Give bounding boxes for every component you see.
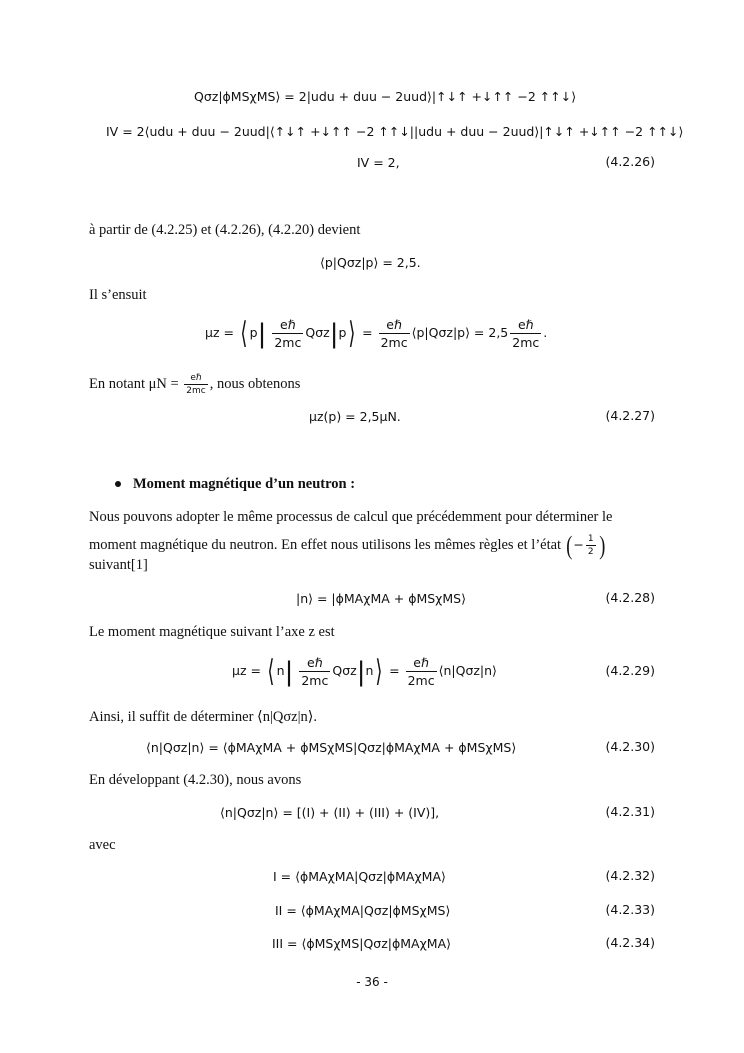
equation-number: (4.2.27)	[605, 408, 655, 423]
equation-number: (4.2.29)	[605, 663, 655, 678]
bullet-icon	[115, 481, 121, 487]
operator-q-sigma: Qσz	[305, 325, 330, 340]
fraction-eh-2mc: $\frac{\text{eℏ}}{2mc}$	[301, 655, 329, 688]
right-paren: )	[598, 530, 605, 560]
equation-number: (4.2.32)	[605, 868, 655, 883]
left-paren: (	[566, 530, 573, 560]
bra-n: n	[276, 663, 285, 678]
equation-mu-z-proton-result: μz(p) = 2,5μN.	[309, 409, 401, 424]
paragraph-text: Nous pouvons adopter le même processus de calcul que précédemment pour déterminer le	[89, 509, 613, 525]
left-angle-bracket: ⟨	[267, 653, 275, 689]
fraction-eh-2mc: $\frac{\text{eℏ}}{2mc}$	[407, 655, 435, 688]
equals-sign: =	[389, 663, 400, 678]
equation-number: (4.2.26)	[605, 154, 655, 169]
paragraph-line: moment magnétique du neutron. En effet nous utilisons les mêmes règles et l’état	[89, 537, 562, 553]
fraction-eh-2mc-small: $\frac{\text{eℏ}}{2mc}$	[186, 373, 206, 397]
period: .	[543, 325, 548, 340]
paragraph-continuation: , nous obtenons	[209, 376, 301, 392]
equation-term-ii: II = ⟨ϕMAχMA|Qσz|ϕMSχMS⟩	[275, 903, 451, 918]
mu-n-definition: En notant μN =	[89, 376, 179, 392]
paragraph-text: Il s’ensuit	[89, 287, 147, 303]
fraction-eh-2mc: $\frac{\text{eℏ}}{2mc}$	[380, 317, 408, 350]
vertical-bar: |	[356, 656, 366, 687]
right-angle-bracket: ⟩	[375, 653, 383, 689]
equation-n-expectation-sum: ⟨n|Qσz|n⟩ = [(I) + (II) + (III) + (IV)],	[220, 805, 440, 820]
equation-term-iii: III = ⟨ϕMSχMS|Qσz|ϕMAχMA⟩	[272, 936, 452, 951]
bra-p: p	[249, 325, 258, 340]
ket-n: n	[365, 663, 374, 678]
equation-number: (4.2.33)	[605, 902, 655, 917]
paragraph-text: Ainsi, il suffit de déterminer ⟨n|Qσz|n⟩.	[89, 709, 318, 725]
fraction-eh-2mc: $\frac{\text{eℏ}}{2mc}$	[274, 317, 302, 350]
fraction-eh-2mc: $\frac{\text{eℏ}}{2mc}$	[512, 317, 540, 350]
page-number: - 36 -	[356, 975, 388, 989]
equation-n-expectation-expansion: ⟨n|Qσz|n⟩ = ⟨ϕMAχMA + ϕMSχMS|Qσz|ϕMAχMA + ϕMSχMS⟩	[146, 740, 517, 755]
section-heading: Moment magnétique d’un neutron :	[133, 476, 356, 492]
equation-number: (4.2.30)	[605, 739, 655, 754]
left-angle-bracket: ⟨	[240, 315, 248, 351]
equation-mu-z-neutron	[232, 651, 497, 695]
paragraph-text: suivant[1]	[89, 557, 148, 573]
bracket-n: ⟨n|Qσz|n⟩	[438, 663, 497, 678]
paragraph-text: à partir de (4.2.25) et (4.2.26), (4.2.20) devient	[89, 222, 361, 238]
equation-term-i: I = ⟨ϕMAχMA|Qσz|ϕMAχMA⟩	[273, 869, 446, 884]
paragraph-text: En développant (4.2.30), nous avons	[89, 772, 302, 788]
vertical-bar: |	[329, 318, 339, 349]
equation-iv-result: IV = 2,	[357, 155, 400, 170]
equation-number: (4.2.31)	[605, 804, 655, 819]
paragraph-text	[89, 370, 300, 398]
minus-sign: −	[573, 537, 584, 552]
paragraph-text	[89, 532, 606, 559]
equation-number: (4.2.34)	[605, 935, 655, 950]
equation-q-sigma-ms: Qσz|ϕMSχMS⟩ = 2|udu + duu − 2uud⟩|↑↓↑ +↓↑↑ −2 ↑↑↓⟩	[194, 89, 577, 104]
paragraph-text: avec	[89, 837, 116, 853]
ket-p: p	[338, 325, 347, 340]
fraction-one-half: $\frac{1}{2}$	[587, 534, 594, 558]
equals-sign: =	[362, 325, 373, 340]
paragraph-text: Le moment magnétique suivant l’axe z est	[89, 624, 335, 640]
equation-iv-expansion: IV = 2⟨udu + duu − 2uud|⟨↑↓↑ +↓↑↑ −2 ↑↑↓||udu + duu − 2uud⟩|↑↓↑ +↓↑↑ −2 ↑↑↓⟩	[106, 124, 684, 139]
bracket-p-value: ⟨p|Qσz|p⟩ = 2,5	[411, 325, 509, 340]
right-angle-bracket: ⟩	[348, 315, 356, 351]
vertical-bar: |	[284, 656, 294, 687]
equation-mu-z-proton	[205, 313, 547, 357]
equation-number: (4.2.28)	[605, 590, 655, 605]
mu-z-label: μz =	[232, 663, 261, 678]
mu-z-label: μz =	[205, 325, 234, 340]
operator-q-sigma: Qσz	[332, 663, 357, 678]
equation-p-expectation: ⟨p|Qσz|p⟩ = 2,5.	[320, 255, 421, 270]
equation-neutron-state: |n⟩ = |ϕMAχMA + ϕMSχMS⟩	[296, 591, 466, 606]
vertical-bar: |	[257, 318, 267, 349]
